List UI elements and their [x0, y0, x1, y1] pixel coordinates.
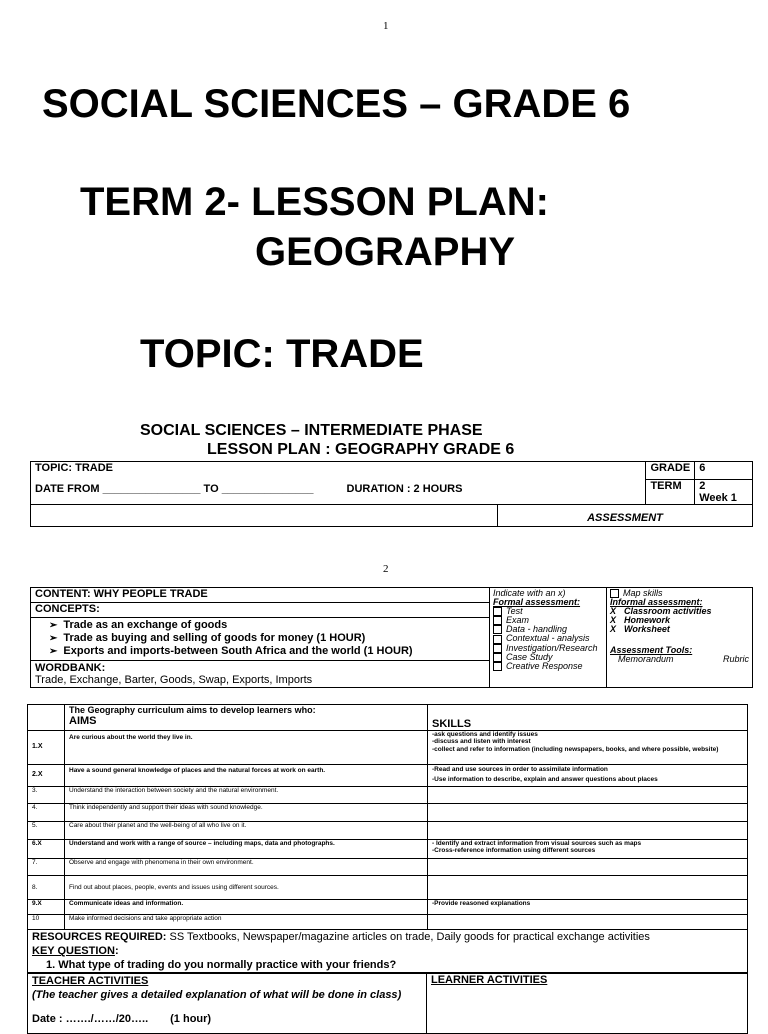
checkbox[interactable] — [493, 644, 502, 653]
lesson-plan-subheading: LESSON PLAN : GEOGRAPHY GRADE 6 — [207, 441, 515, 458]
aim-text: Make informed decisions and take appropriate action — [65, 915, 428, 930]
aim-number: 1.X — [28, 731, 65, 765]
header-table — [30, 461, 753, 527]
tool-rubric: Rubric — [722, 654, 749, 665]
informal-item: Classroom activities — [624, 606, 712, 617]
topic-label: TOPIC: TRADE — [35, 462, 114, 474]
date-from-field: DATE FROM ________________ TO _______________ — [35, 483, 314, 495]
learner-activities-label: LEARNER ACTIVITIES — [427, 973, 748, 1033]
teacher-note: The teacher gives a detailed explanation of what will be done in class — [35, 989, 398, 1001]
date-line: Date : ……./……/20….. — [32, 1013, 149, 1025]
checkbox[interactable] — [493, 625, 502, 634]
aim-text: Observe and engage with phenomena in their own environment. — [65, 859, 428, 876]
skill-text — [428, 787, 748, 804]
duration: DURATION : 2 HOURS — [346, 483, 463, 495]
grade-label: GRADE — [646, 462, 694, 480]
page-number: 1 — [383, 20, 389, 32]
skills-label: SKILLS — [428, 705, 748, 731]
formal-assessment-cell — [490, 588, 607, 688]
aim-number: 8. — [28, 876, 65, 900]
map-skills: Map skills — [623, 588, 663, 598]
aim-number: 10 — [28, 915, 65, 930]
aim-number: 3. — [28, 787, 65, 804]
title-line-3: GEOGRAPHY — [255, 230, 516, 274]
checkbox[interactable] — [493, 635, 502, 644]
content-label: CONTENT: WHY PEOPLE TRADE — [31, 588, 489, 603]
title-line-2: TERM 2- LESSON PLAN: — [80, 180, 549, 224]
x-mark: X — [610, 615, 617, 626]
aims-intro: The Geography curriculum aims to develop learners who: — [69, 705, 316, 715]
title-line-1: SOCIAL SCIENCES – GRADE 6 — [42, 82, 631, 126]
aim-text: Care about their planet and the well-being of all who live on it. — [65, 822, 428, 840]
assessment-tools-label: Assessment Tools: — [610, 645, 693, 656]
checkbox[interactable] — [493, 653, 502, 662]
aim-text: Are curious about the world they live in. — [65, 731, 428, 765]
informal-item: Worksheet — [624, 624, 670, 635]
aim-number: 5. — [28, 822, 65, 840]
formal-item: Test — [506, 606, 523, 616]
resources-label: RESOURCES REQUIRED: — [32, 931, 167, 943]
aim-number: 2.X — [28, 765, 65, 787]
grade-term-values — [695, 462, 753, 505]
wordbank-label: WORDBANK: — [35, 662, 106, 674]
content-cell — [31, 588, 490, 688]
page-number-2: 2 — [383, 563, 389, 575]
skill-text — [428, 876, 748, 900]
informal-assessment-cell — [607, 588, 753, 688]
concept-item: ➢ Trade as an exchange of goods — [49, 619, 485, 632]
activities-table — [27, 972, 748, 1034]
key-question-label: KEY QUESTION — [32, 945, 115, 957]
formal-item: Exam — [506, 615, 530, 626]
aim-number: 9.X — [28, 900, 65, 915]
aim-number: 6.X — [28, 840, 65, 859]
aim-text: Find out about places, people, events and issues using different sources. — [65, 876, 428, 900]
aim-text: Have a sound general knowledge of places and the natural forces at work on earth. — [65, 765, 428, 787]
skill-text: - Identify and extract information from visual sources such as maps -Cross-reference information using different sources — [428, 840, 748, 859]
concepts-label: CONCEPTS: — [31, 603, 489, 618]
checkbox[interactable] — [493, 616, 502, 625]
x-mark: X — [610, 624, 617, 635]
x-mark: X — [610, 606, 617, 617]
term-value: 2 — [699, 480, 706, 492]
empty-cell — [31, 505, 498, 527]
aims-table — [27, 704, 748, 973]
topic-heading: TOPIC: TRADE — [140, 332, 424, 376]
grade-value: 6 — [695, 462, 752, 480]
informal-item: Homework — [624, 615, 671, 626]
aim-text: Think independently and support their ideas with sound knowledge. — [65, 804, 428, 822]
checkbox[interactable] — [493, 607, 502, 616]
tool-memorandum: Memorandum — [618, 654, 674, 665]
aim-text: Communicate ideas and information. — [65, 900, 428, 915]
formal-item: Data - handling — [506, 624, 568, 635]
term-label: TERM — [650, 480, 682, 492]
skill-text: -Provide reasoned explanations — [428, 900, 748, 915]
assessment-label: ASSESSMENT — [498, 505, 753, 527]
aim-number: 4. — [28, 804, 65, 822]
skill-text — [428, 915, 748, 930]
skill-text — [428, 859, 748, 876]
formal-item: Investigation/Research — [506, 642, 598, 653]
concept-item: ➢ Exports and imports-between South Africa and the world (1 HOUR) — [49, 645, 485, 658]
aims-label: AIMS — [69, 715, 97, 727]
hour-label: (1 hour) — [170, 1013, 212, 1025]
indicate-note: Indicate with an x) — [493, 588, 566, 598]
resources-keyquestion-cell: RESOURCES REQUIRED: SS Textbooks, Newspaper/magazine articles on trade, Daily goods for practical exchange activities KEY QUESTION: 1. What type of trading do you normally practice with your friends? — [28, 930, 748, 973]
skill-text — [428, 822, 748, 840]
key-question-text: 1. What type of trading do you normally practice with your friends? — [46, 959, 397, 971]
phase-subheading: SOCIAL SCIENCES – INTERMEDIATE PHASE — [140, 422, 483, 439]
wordbank-words: Trade, Exchange, Barter, Goods, Swap, Exports, Imports — [35, 674, 313, 686]
skill-text — [428, 804, 748, 822]
wordbank — [31, 661, 489, 687]
informal-assessment-label: Informal assessment: — [610, 597, 703, 608]
concept-item: ➢ Trade as buying and selling of goods for money (1 HOUR) — [49, 632, 485, 645]
concepts-list — [31, 618, 489, 661]
grade-term-labels — [646, 462, 695, 505]
teacher-activities-cell: TEACHER ACTIVITIES (The teacher gives a detailed explanation of what will be done in class) Date : ……./……/20….. (1 hour) — [28, 973, 427, 1033]
checkbox[interactable] — [493, 662, 502, 671]
aim-text: Understand the interaction between society and the natural environment. — [65, 787, 428, 804]
formal-assessment-label: Formal assessment: — [493, 597, 581, 607]
skill-text: -Read and use sources in order to assimilate information -Use information to describe, explain and answer questions about places — [428, 765, 748, 787]
skill-text: -ask questions and identify issues -discuss and listen with interest -collect and refer to information (including newspapers, books, and where possible, website) — [428, 731, 748, 765]
week-value: Week 1 — [699, 492, 737, 504]
content-table — [30, 587, 753, 688]
formal-item: Contextual - analysis — [506, 633, 590, 644]
aim-number: 7. — [28, 859, 65, 876]
topic-cell — [31, 462, 646, 505]
aim-text: Understand and work with a range of source – including maps, data and photographs. — [65, 840, 428, 859]
formal-item: Case Study — [506, 651, 553, 662]
num-header — [28, 705, 65, 731]
teacher-activities-label: TEACHER ACTIVITIES — [32, 975, 149, 987]
resources-text: SS Textbooks, Newspaper/magazine articles on trade, Daily goods for practical exchange activities — [166, 931, 650, 943]
aims-header — [65, 705, 428, 731]
formal-item: Creative Response — [506, 660, 583, 671]
